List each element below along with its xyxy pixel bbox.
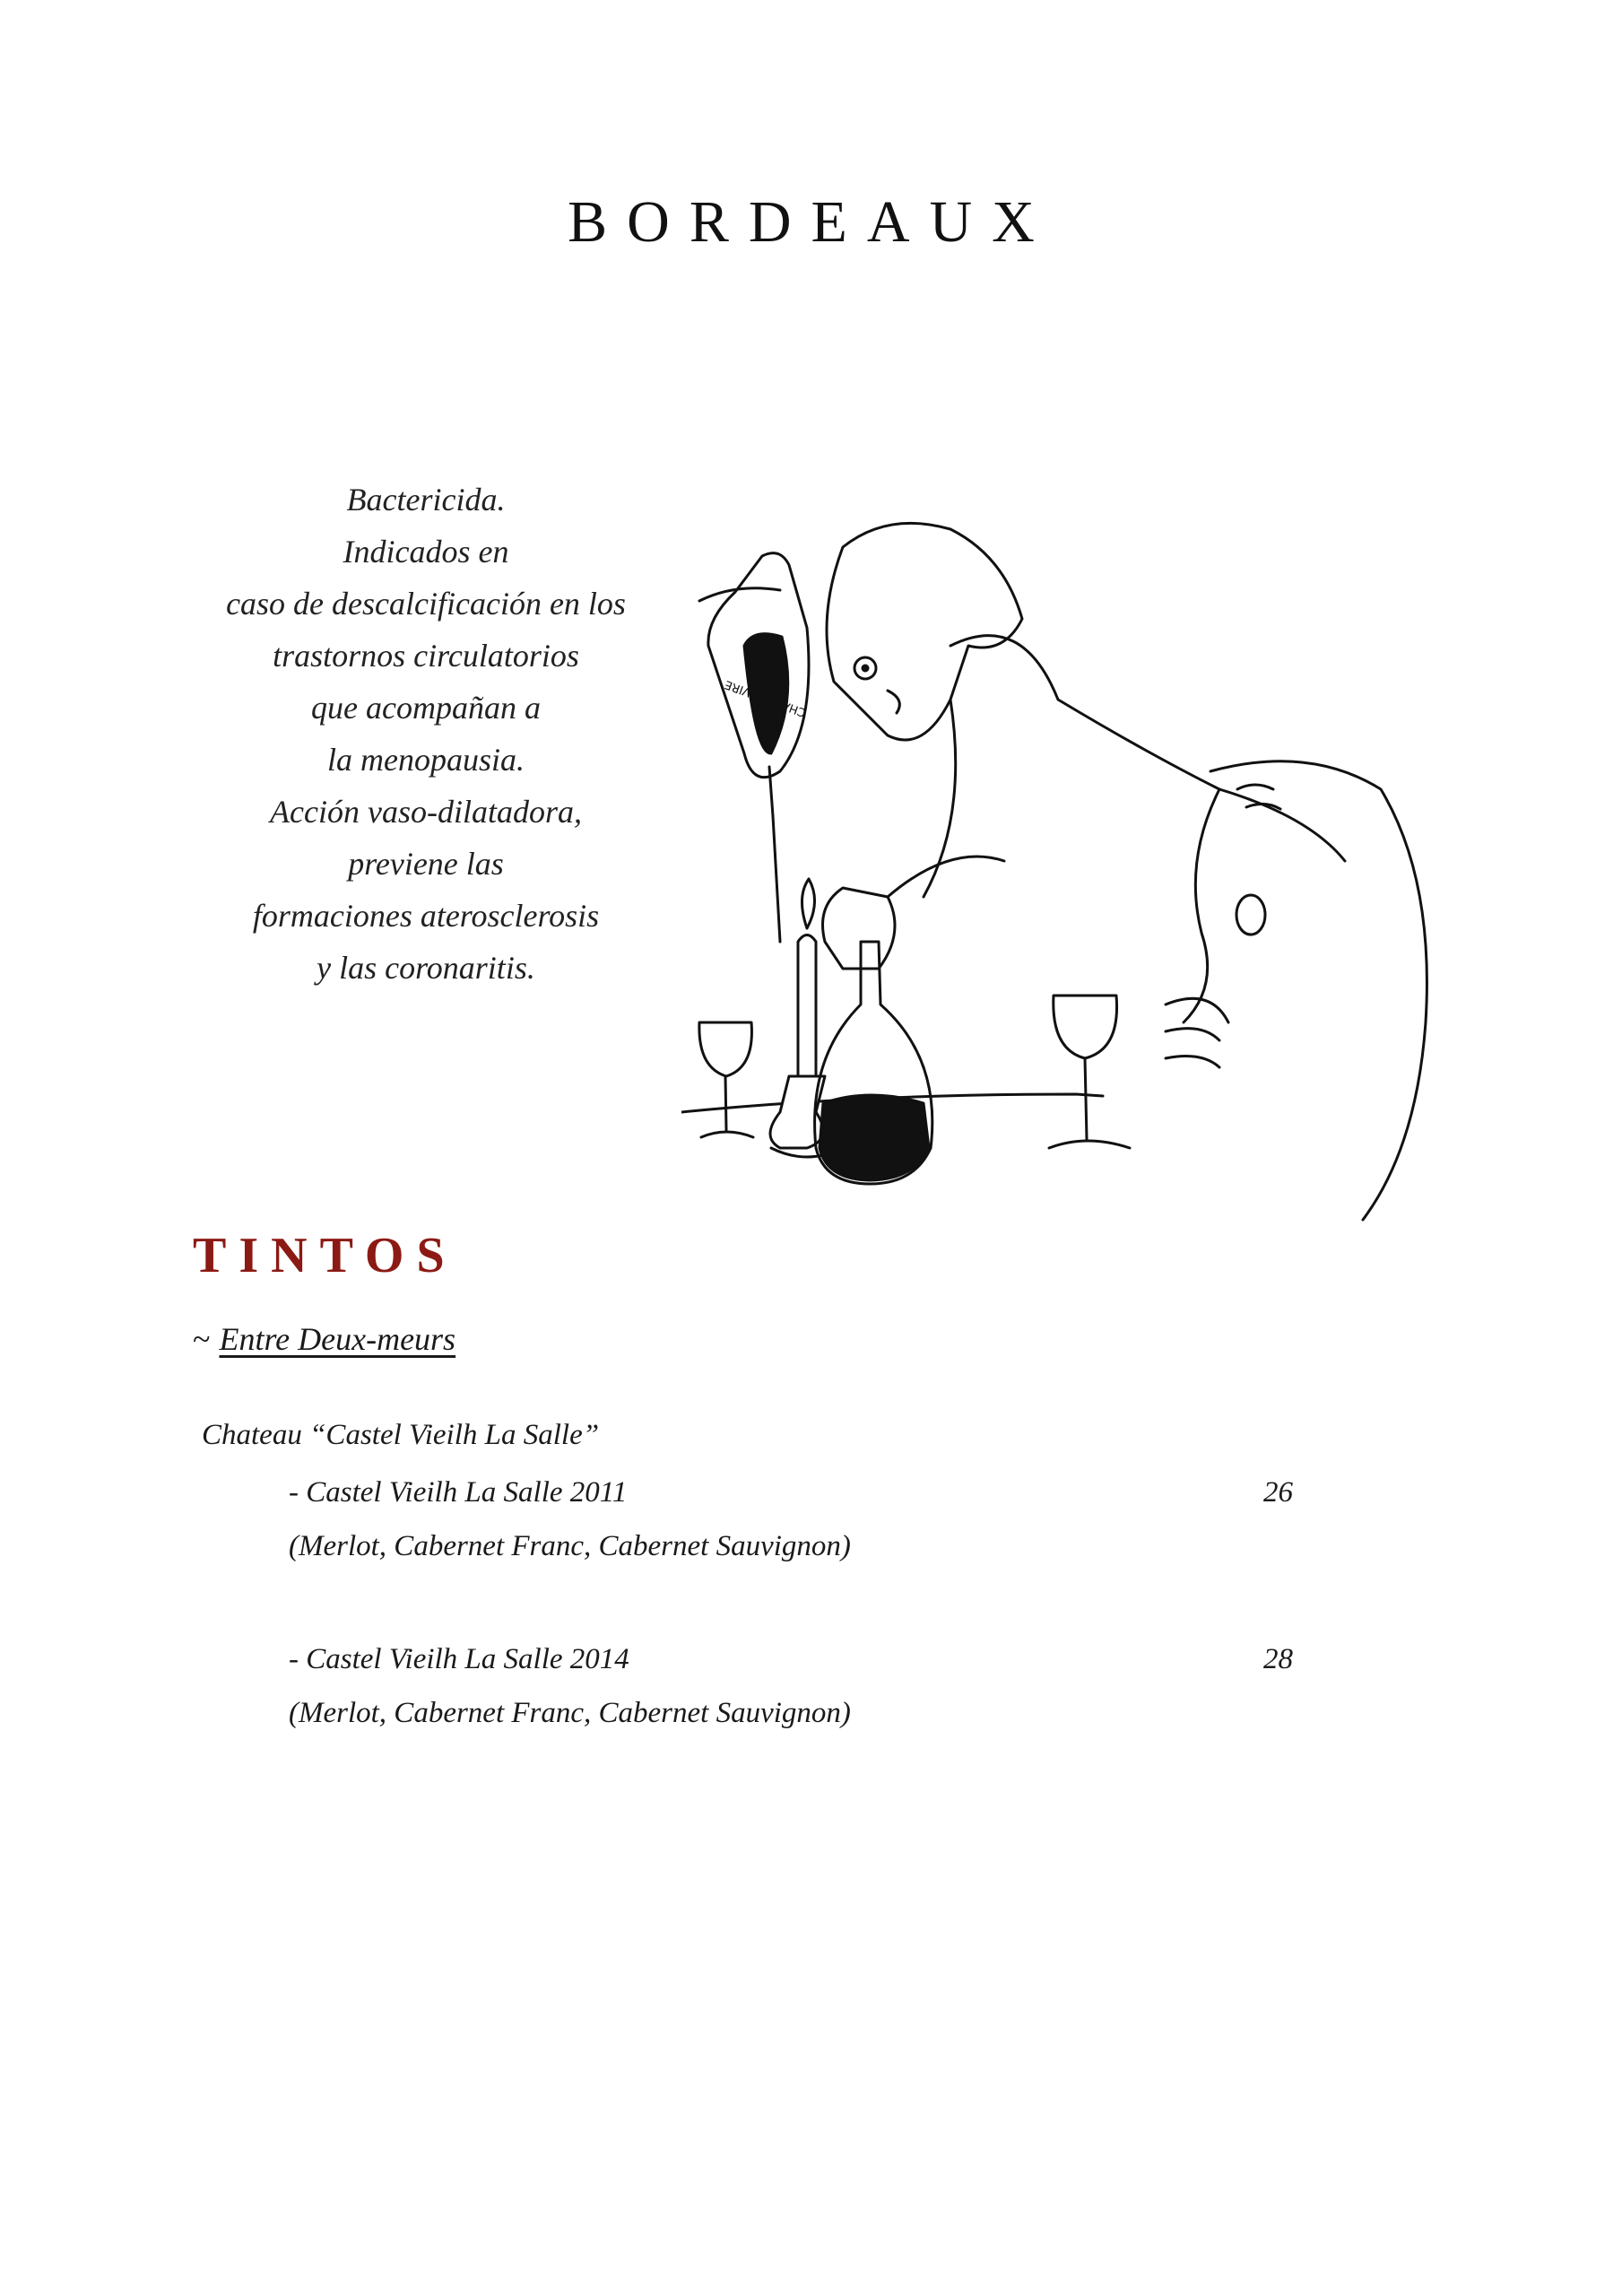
quote-line: Bactericida. bbox=[346, 482, 506, 517]
quote-line: Indicados en bbox=[343, 534, 509, 570]
wine-price: 28 bbox=[1263, 1643, 1293, 1675]
wine-name: - Castel Vieilh La Salle 2011 bbox=[289, 1476, 628, 1509]
wine-price: 26 bbox=[1263, 1476, 1293, 1509]
quote-line: trastornos circulatorios bbox=[273, 638, 579, 674]
page-title: BORDEAUX bbox=[568, 189, 1054, 255]
wine-item bbox=[289, 1476, 1293, 1584]
bottle-label: CHÂTEAU VIRE bbox=[723, 676, 809, 719]
wine-item bbox=[289, 1643, 1293, 1751]
region-name: Entre Deux-meurs bbox=[219, 1321, 456, 1357]
wine-grapes: (Merlot, Cabernet Franc, Cabernet Sauvignon) bbox=[289, 1530, 851, 1562]
quote-line: que acompañan a bbox=[311, 690, 541, 726]
section-title: TINTOS bbox=[193, 1228, 457, 1283]
wine-pouring-illustration bbox=[681, 520, 1488, 1238]
quote-line: caso de descalcificación en los bbox=[226, 586, 626, 622]
quote-line: la menopausia. bbox=[327, 742, 525, 778]
quote-line: y las coronaritis. bbox=[317, 950, 535, 986]
quote-line: Acción vaso-dilatadora, bbox=[270, 794, 582, 830]
quote-line: formaciones aterosclerosis bbox=[252, 898, 600, 934]
health-quote bbox=[188, 474, 664, 994]
quote-line: previene las bbox=[348, 846, 504, 882]
region-prefix: ~ bbox=[193, 1321, 211, 1357]
wine-grapes: (Merlot, Cabernet Franc, Cabernet Sauvignon) bbox=[289, 1697, 851, 1729]
wine-name: - Castel Vieilh La Salle 2014 bbox=[289, 1643, 629, 1675]
region-heading bbox=[193, 1320, 455, 1358]
producer-name: Chateau “Castel Vieilh La Salle” bbox=[202, 1419, 600, 1451]
